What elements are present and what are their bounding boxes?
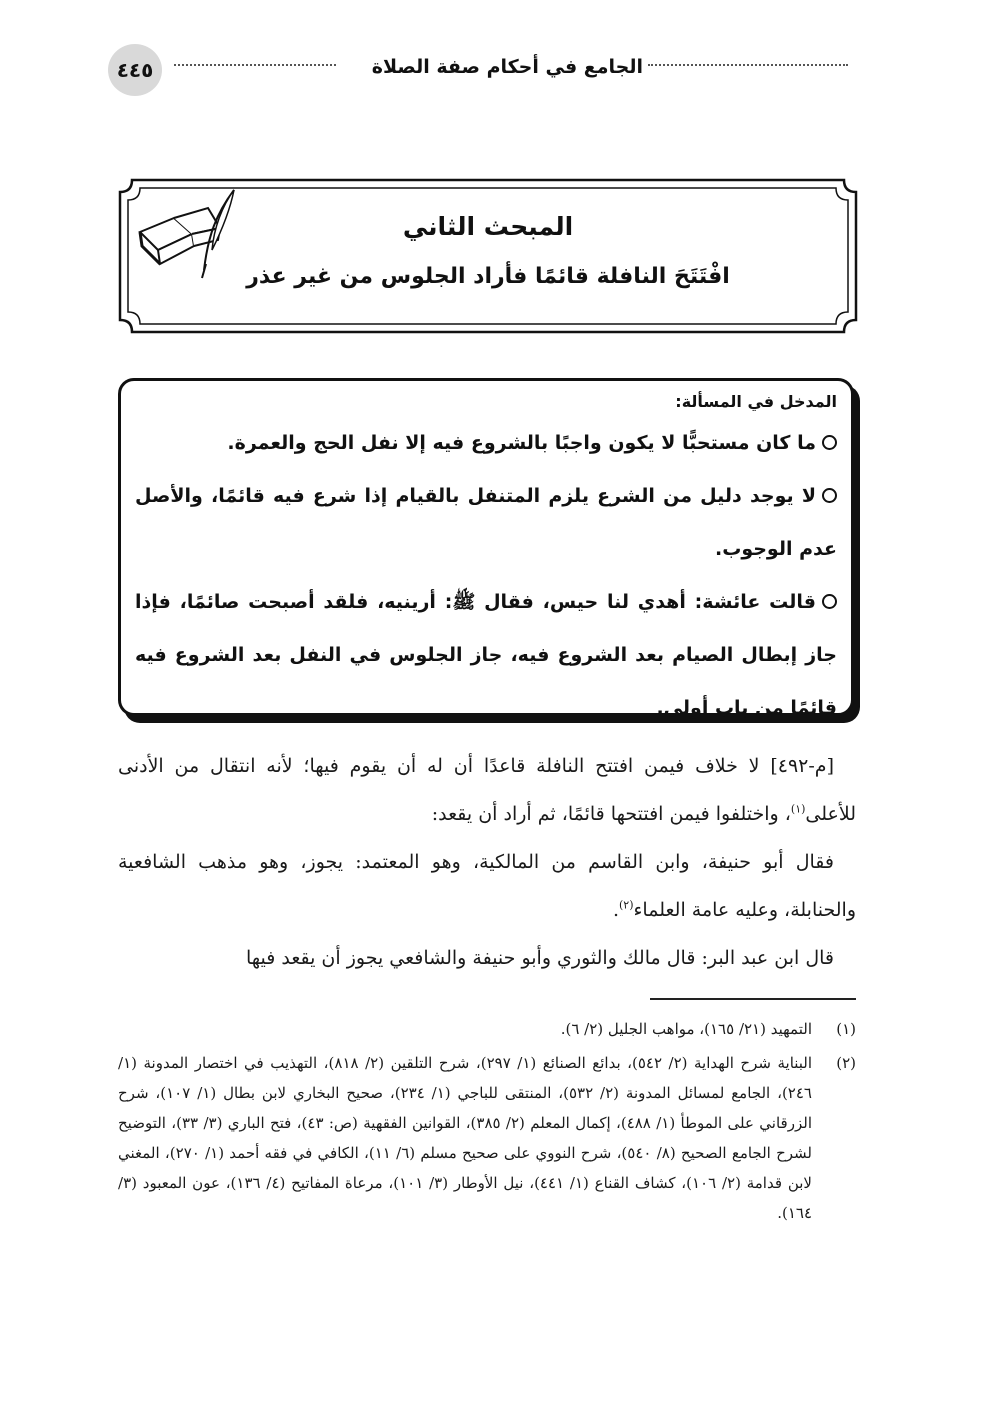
intro-box <box>118 378 854 719</box>
footnote-text: البناية شرح الهداية (٢/ ٥٤٢)، بدائع الصنائع (١/ ٢٩٧)، شرح التلقين (٢/ ٨١٨)، التهذيب في اختصار المدونة (١/ ٢٤٦)، الجامع لمسائل المدونة (٢/ ٥٣٢)، المنتقى للباجي (١/ ٢٣٤)، صحيح البخاري لابن بطال (١/ ١٠٧)، شرح الزرقاني على الموطأ (١/ ٤٨٨)، إكمال المعلم (٢/ ٣٨٥)، القوانين الفقهية (ص: ٤٣)، فتح الباري (٣/ ٣٣)، التوضيح لشرح الجامع الصحيح (٨/ ٥٤٠)، شرح النووي على صحيح مسلم (٦/ ١١)، الكافي في فقه أحمد (١/ ٢٧٠)، المغني لابن قدامة (٢/ ١٠٦)، كشاف القناع (١/ ٤٤١)، نيل الأوطار (٣/ ١٠١)، مرعاة المفاتيح (٤/ ١٣٦)، عون المعبود (٣/ ١٦٤). <box>118 1054 813 1222</box>
footnote-text: التمهيد (٢١/ ١٦٥)، مواهب الجليل (٢/ ٦). <box>560 1020 812 1038</box>
footnote <box>118 1048 856 1228</box>
intro-point <box>135 417 837 470</box>
paragraph-text: ، واختلفوا فيمن افتتحها قائمًا، ثم أراد أن يقعد: <box>431 803 791 825</box>
body-paragraph <box>118 742 856 838</box>
intro-heading: المدخل في المسألة: <box>675 392 837 411</box>
chapter-title: المبحث الثاني <box>402 212 574 241</box>
running-title: الجامع في أحكام صفة الصلاة <box>371 56 643 78</box>
body-text <box>118 742 856 982</box>
paragraph-text: [م-٤٩٢] لا خلاف فيمن افتتح النافلة قاعدًا أن له أن يقوم فيها؛ لأنه انتقال من الأدنى للأعلى <box>118 755 856 825</box>
footnote-number: (١) <box>836 1020 856 1038</box>
circle-bullet-icon <box>822 488 837 503</box>
header-dots-right <box>648 64 848 66</box>
body-paragraph <box>118 934 856 982</box>
paragraph-text: فقال أبو حنيفة، وابن القاسم من المالكية، وهو المعتمد: يجوز، وهو مذهب الشافعية والحنابلة، وعليه عامة العلماء <box>118 851 856 921</box>
footnote-divider <box>650 998 856 1000</box>
intro-point-text: قالت عائشة: أهدي لنا حيس، فقال ﷺ: أرينيه، فلقد أصبحت صائمًا، فإذا جاز إبطال الصيام بعد الشروع فيه، جاز الجلوس في النفل بعد الشروع فيه قائمًا من باب أولى. <box>135 591 837 719</box>
circle-bullet-icon <box>822 594 837 609</box>
intro-point-text: ما كان مستحبًّا لا يكون واجبًا بالشروع فيه إلا نفل الحج والعمرة. <box>227 432 816 454</box>
page-number: ٤٤٥ <box>108 44 162 96</box>
chapter-title-frame <box>118 178 858 334</box>
footnote-number: (٢) <box>836 1054 856 1072</box>
footnotes <box>118 1014 856 1232</box>
header-dots-left <box>174 64 336 66</box>
page-header <box>108 44 848 96</box>
footnote <box>118 1014 856 1044</box>
intro-point <box>135 576 837 735</box>
circle-bullet-icon <box>822 435 837 450</box>
body-paragraph <box>118 838 856 934</box>
footnote-ref[interactable]: (٢) <box>618 898 634 912</box>
intro-point-text: لا يوجد دليل من الشرع يلزم المتنفل بالقيام إذا شرع فيه قائمًا، والأصل عدم الوجوب. <box>135 485 837 560</box>
chapter-subtitle: افْتَتَحَ النافلة قائمًا فأراد الجلوس من غير عذر <box>246 264 730 289</box>
footnote-ref[interactable]: (١) <box>790 802 806 816</box>
paragraph-text: قال ابن عبد البر: قال مالك والثوري وأبو حنيفة والشافعي يجوز أن يقعد فيها <box>245 947 834 969</box>
intro-point <box>135 470 837 576</box>
paragraph-text: . <box>612 899 619 921</box>
